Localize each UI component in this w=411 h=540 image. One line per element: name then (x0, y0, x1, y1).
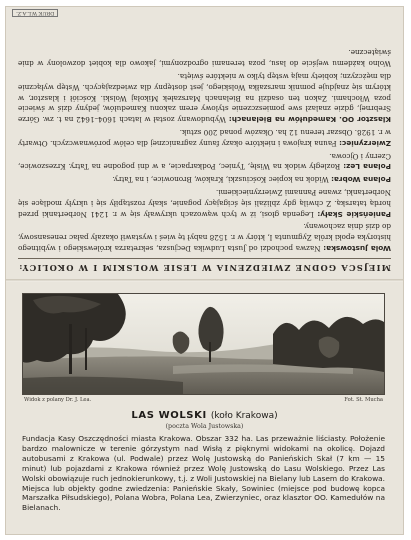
sight-paragraph: Wolno każdemu wejście do lasu, poza terenami ogrodzonymi, jakowo dla kobiet dozwolony w dnie świąteczne. (18, 48, 391, 69)
sight-paragraph: Polana Lez: Rozległy widok na Wisłę, Tyniec, Podkarpacie, a w dni pogodne na Tatry. Krzeszowice, Czerny i Ojcowa. (18, 151, 391, 172)
sight-paragraph: Klasztor OO. Kamedułów na Bielanach: Wybudowany został w latach 1604–1642 na t. zw. Górze Srebrnej, gdzie znalazł swe pomieszczenie stylowy erem zakonu Kamedułów, jedyny dziś w świecie poza Włochami. Zakon ten osadził na Bielanach Marszałek Mikołaj Wolski. Kościół i klasztor, w którym się znajduje pomnik marszałka Wolskiego, jest dostępny dla zwiedzających. Wstęp wyłącznie dla mężczyzn; kobiety mają wstęp tylko w niektóre święta. (18, 72, 391, 125)
sights-list (18, 47, 391, 253)
upper-panel-rotated (6, 7, 403, 279)
fold-line (6, 279, 403, 282)
forest-landscape-image (23, 294, 384, 394)
photo-credit: Fot. St. Mucha (344, 397, 383, 403)
photo-caption-left: Widok z polany Dr. J. Lea. (24, 397, 92, 403)
description-text: Fundacja Kasy Oszczędności miasta Krakowa. Obszar 332 ha. Las przeważnie liściasty. Położenie bardzo malownicze w terenie górzystym nad Wisłą z pięknymi widokami na okolicę. Dojazd autobusami z Krakowa (ul. Podwale) przez Wolę Justowską do Panieńskich Skał (7 km — 15 minut) lub pojazdami z Krakowa również przez Wolę Justowską do Lasu Wolskiego. Przez Las Wolski obowiązuje ruch jednokierunkowy, t.j. z Woli Justowskiej na Bielany lub Lasem do Krakowa. Miejsca lub objekty godne zwiedzenia: Panieńskie Skały, Sowiniec (miejsce pod budowę kopca Marszałka Piłsudskiego), Polana Wobra, Polana Lea, Zwierzyniec, oraz klasztor OO. Kamedułów na Bielanach. (22, 434, 385, 513)
leaflet-title (6, 410, 403, 421)
title-sub: (koło Krakowa) (210, 411, 278, 421)
sights-heading: MIEJSCA GODNE ZWIEDZENIA W LESIE WOLSKIM I W OKOLICY: (18, 258, 391, 273)
forest-photo (22, 293, 385, 395)
leaflet-subtitle: (poczta Wola Justowska) (165, 423, 244, 430)
sight-paragraph: Panieńskie Skały: Legenda głosi, iż w tych wąwozach ukrywały się w r. 1241 Norbertanki przed hordą tatarską. Z chwilą gdy zbliżali się ścigający poganie, skały rozstąpiły się i ukryły modlące się Norbertanki, zwane Pannami Zwierzynieckiemi. (18, 188, 391, 219)
leaflet-card (6, 7, 403, 534)
printer-stamp: DRUK W.L.A.Z. (12, 9, 58, 17)
sight-paragraph: Zwierzyniec: Fauna krajowa i niektóre okazy fauny zagranicznej dla celów porównawczych. Otwarty w r. 1928. Obszar terenu 12 ha. Okazów ponad 200 sztuk. (18, 128, 391, 148)
sight-paragraph: Polana Wobra: Widok na kopiec Kościuszki, Kraków, Bronowice, i na Tatry. (112, 175, 391, 185)
sight-paragraph: Wola Justowska: Nazwa pochodzi od Justa Ludwika Decjusza, sekretarza królewskiego i wybitnego historyka epoki króla Zygmunta I, który w r. 1528 nabył tę wieś i wystawił okazały pałac renesansowy, do dziś dnia zachowany. (18, 222, 391, 253)
title-main: LAS WOLSKI (131, 410, 207, 421)
